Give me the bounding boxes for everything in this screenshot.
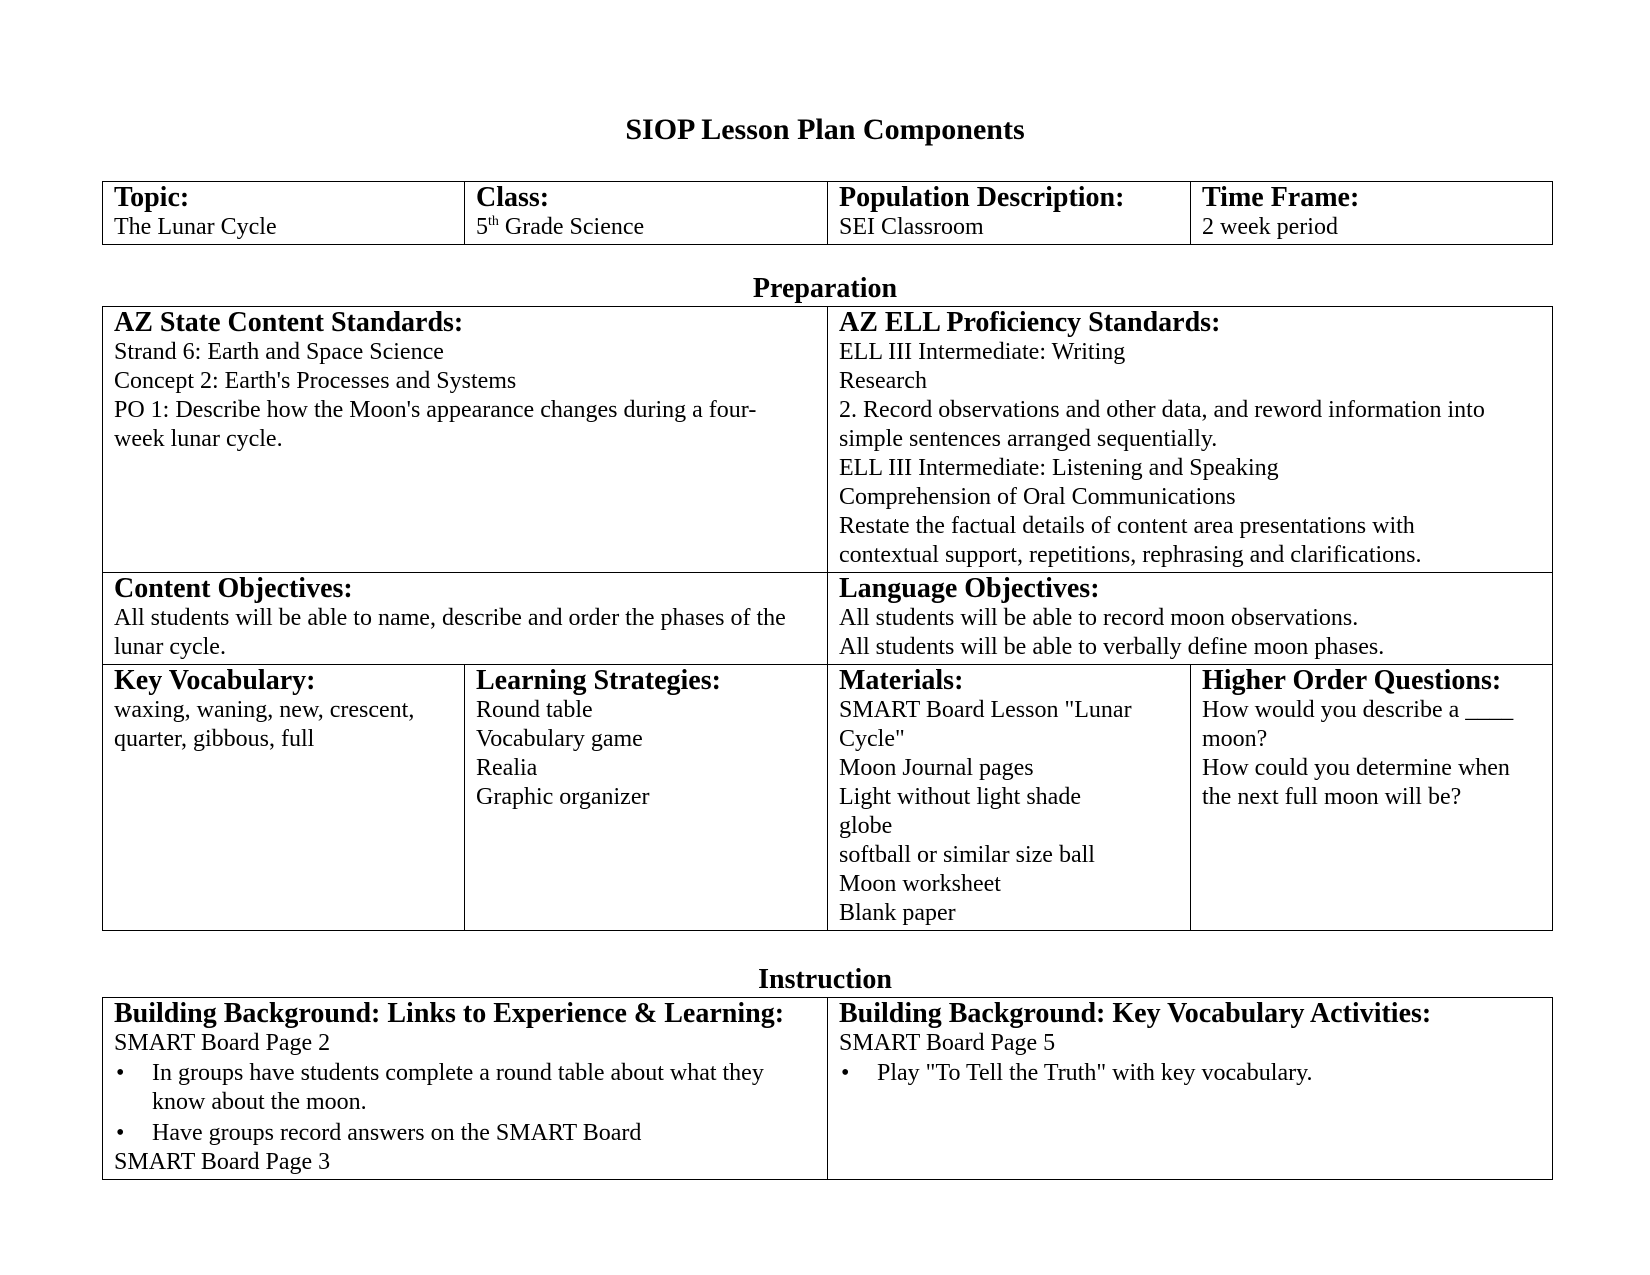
materials-item: SMART Board Lesson "Lunar xyxy=(839,697,1132,723)
preparation-table xyxy=(102,306,1553,931)
higher-order-questions-label: Higher Order Questions: xyxy=(1202,665,1502,696)
materials-label: Materials: xyxy=(839,665,964,696)
key-vocabulary-label: Key Vocabulary: xyxy=(114,665,316,696)
az-ell-line: Research xyxy=(839,368,927,394)
population-label: Population Description: xyxy=(839,182,1125,213)
az-ell-line: Restate the factual details of content area presentations with xyxy=(839,513,1415,539)
az-ell-line: ELL III Intermediate: Listening and Speaking xyxy=(839,455,1279,481)
timeframe-label: Time Frame: xyxy=(1202,182,1360,213)
bullet-list xyxy=(839,1059,1542,1088)
key-vocabulary-cell xyxy=(103,665,465,931)
list-item: • In groups have students complete a round table about what they know about the moon. xyxy=(114,1059,817,1117)
language-objectives-line: All students will be able to record moon observations. xyxy=(839,605,1359,631)
language-objectives-label: Language Objectives: xyxy=(839,573,1100,604)
header-table xyxy=(102,181,1553,245)
higher-order-line: How could you determine when xyxy=(1202,755,1510,781)
building-background-links-label: Building Background: Links to Experience & Learning: xyxy=(114,998,785,1029)
az-content-line: Strand 6: Earth and Space Science xyxy=(114,339,444,365)
document-title: SIOP Lesson Plan Components xyxy=(625,113,1025,146)
learning-strategy-item: Graphic organizer xyxy=(476,784,650,810)
az-ell-line: simple sentences arranged sequentially. xyxy=(839,426,1218,452)
instruction-heading: Instruction xyxy=(758,964,892,995)
smart-board-page: SMART Board Page 2 xyxy=(114,1030,331,1056)
az-ell-standards-label: AZ ELL Proficiency Standards: xyxy=(839,307,1221,338)
az-ell-line: Comprehension of Oral Communications xyxy=(839,484,1236,510)
key-vocabulary-line: waxing, waning, new, crescent, xyxy=(114,697,415,723)
az-ell-line: contextual support, repetitions, rephrasing and clarifications. xyxy=(839,542,1422,568)
materials-cell xyxy=(828,665,1191,931)
materials-item: Moon worksheet xyxy=(839,871,1001,897)
learning-strategies-label: Learning Strategies: xyxy=(476,665,721,696)
materials-item: Blank paper xyxy=(839,900,956,926)
smart-board-page: SMART Board Page 3 xyxy=(114,1149,331,1175)
az-ell-standards-cell xyxy=(828,307,1553,573)
materials-item: softball or similar size ball xyxy=(839,842,1095,868)
population-value: SEI Classroom xyxy=(839,214,984,240)
content-objectives-label: Content Objectives: xyxy=(114,573,353,604)
timeframe-value: 2 week period xyxy=(1202,214,1338,240)
higher-order-line: How would you describe a ____ xyxy=(1202,697,1514,723)
az-ell-line: ELL III Intermediate: Writing xyxy=(839,339,1126,365)
building-background-vocab-label: Building Background: Key Vocabulary Activities: xyxy=(839,998,1432,1029)
class-value: 5th Grade Science xyxy=(476,214,645,240)
materials-item: Moon Journal pages xyxy=(839,755,1034,781)
higher-order-line: moon? xyxy=(1202,726,1268,752)
az-content-line: PO 1: Describe how the Moon's appearance changes during a four- xyxy=(114,397,757,423)
class-cell xyxy=(465,182,828,245)
az-content-line: week lunar cycle. xyxy=(114,426,283,452)
list-item: • Have groups record answers on the SMART Board xyxy=(114,1119,817,1148)
topic-cell xyxy=(103,182,465,245)
population-cell xyxy=(828,182,1191,245)
smart-board-page: SMART Board Page 5 xyxy=(839,1030,1056,1056)
key-vocabulary-line: quarter, gibbous, full xyxy=(114,726,315,752)
class-label: Class: xyxy=(476,182,550,213)
az-content-standards-cell xyxy=(103,307,828,573)
topic-label: Topic: xyxy=(114,182,190,213)
content-objectives-line: lunar cycle. xyxy=(114,634,226,660)
higher-order-questions-cell xyxy=(1191,665,1553,931)
list-item: • Play "To Tell the Truth" with key vocabulary. xyxy=(839,1059,1542,1088)
az-ell-line: 2. Record observations and other data, and reword information into xyxy=(839,397,1485,423)
learning-strategy-item: Realia xyxy=(476,755,538,781)
az-content-line: Concept 2: Earth's Processes and Systems xyxy=(114,368,517,394)
content-objectives-line: All students will be able to name, describe and order the phases of the xyxy=(114,605,786,631)
materials-item: globe xyxy=(839,813,893,839)
topic-value: The Lunar Cycle xyxy=(114,214,277,240)
learning-strategy-item: Vocabulary game xyxy=(476,726,643,752)
higher-order-line: the next full moon will be? xyxy=(1202,784,1462,810)
timeframe-cell xyxy=(1191,182,1553,245)
materials-item: Cycle" xyxy=(839,726,905,752)
language-objectives-line: All students will be able to verbally define moon phases. xyxy=(839,634,1385,660)
learning-strategy-item: Round table xyxy=(476,697,593,723)
instruction-table xyxy=(102,997,1553,1180)
content-objectives-cell xyxy=(103,573,828,665)
language-objectives-cell xyxy=(828,573,1553,665)
learning-strategies-cell xyxy=(465,665,828,931)
building-background-vocab-cell xyxy=(828,998,1553,1180)
az-content-standards-label: AZ State Content Standards: xyxy=(114,307,464,338)
building-background-links-cell xyxy=(103,998,828,1180)
preparation-heading: Preparation xyxy=(752,273,898,304)
materials-item: Light without light shade xyxy=(839,784,1081,810)
bullet-list xyxy=(114,1059,817,1148)
